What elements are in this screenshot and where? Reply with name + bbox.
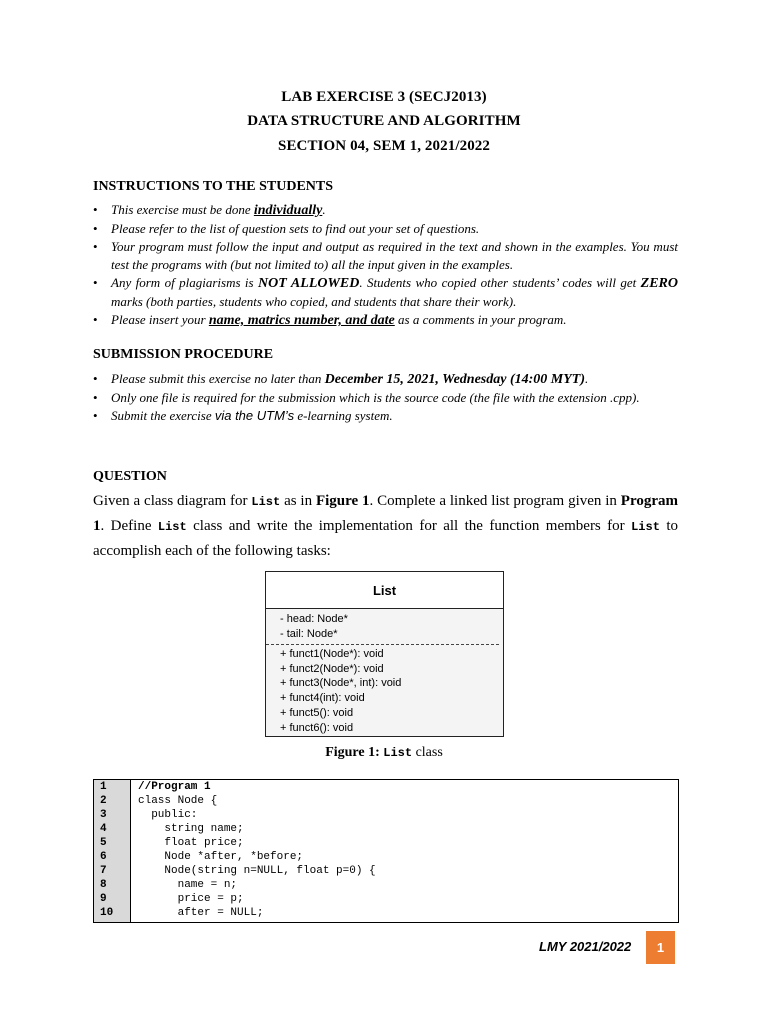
- code-line: Node *after, *before;: [138, 851, 304, 863]
- instruction-emphasis: name, matrics number, and date: [208, 313, 395, 328]
- code-line: //Program 1: [138, 781, 211, 793]
- footer-label: LMY 2021/2022: [539, 939, 632, 954]
- uml-class-diagram: [265, 571, 504, 737]
- submission-list: [93, 370, 678, 425]
- code-term-list: List: [157, 520, 187, 534]
- instruction-text: Please refer to the list of question sets to find out your set of questions.: [111, 221, 480, 236]
- code-line: class Node {: [138, 795, 218, 807]
- uml-method: + funct2(Node*): void: [280, 662, 384, 675]
- line-number: 9: [100, 893, 107, 905]
- line-number: 2: [100, 795, 107, 807]
- instruction-item: [93, 311, 678, 330]
- question-text: . Define: [100, 518, 158, 534]
- instruction-text: Please insert your: [111, 312, 209, 327]
- code-listing: [93, 779, 679, 923]
- question-text: . Complete a linked list program given in: [369, 493, 621, 509]
- code-line: public:: [138, 809, 198, 821]
- uml-method: + funct6(): void: [280, 721, 354, 734]
- instruction-item: [93, 201, 678, 220]
- instruction-text: as a comments in your program.: [394, 312, 567, 327]
- caption-label: Figure 1:: [325, 745, 384, 760]
- line-number: 6: [100, 851, 107, 863]
- page-number-badge: 1: [646, 931, 675, 964]
- line-number: 4: [100, 823, 107, 835]
- instruction-text: . Students who copied other students’ codes will get: [359, 275, 641, 290]
- line-number: 10: [100, 907, 114, 919]
- line-number: 1: [100, 781, 107, 793]
- instruction-text: Your program must follow the input and output as required in the text and shown in the examples. You must test the programs with (but not limited to) all the input given in the examples.: [111, 239, 678, 272]
- submission-item: [93, 407, 678, 425]
- line-number: 5: [100, 837, 107, 849]
- submission-text: Submit the exercise: [111, 408, 215, 423]
- instruction-text: marks (both parties, students who copied, and students that share their work).: [111, 294, 517, 309]
- submission-text: Please submit this exercise no later than: [111, 371, 325, 386]
- instructions-heading: INSTRUCTIONS TO THE STUDENTS: [93, 179, 334, 194]
- instruction-text: .: [322, 202, 326, 217]
- figure-reference: Figure 1: [315, 493, 370, 509]
- question-text: class and write the implementation for all the function members for: [186, 518, 632, 534]
- question-heading: QUESTION: [93, 469, 167, 484]
- instruction-text: This exercise must be done: [111, 202, 254, 217]
- uml-attribute: - tail: Node*: [280, 628, 338, 640]
- instruction-emphasis: individually: [253, 203, 323, 218]
- doc-title-line-1: LAB EXERCISE 3 (SECJ2013): [281, 89, 487, 105]
- instruction-text: Any form of plagiarisms is: [111, 275, 259, 290]
- instruction-item: [93, 238, 678, 274]
- line-number: 8: [100, 879, 107, 891]
- line-number-gutter: [94, 780, 131, 922]
- code-term-list: List: [251, 495, 281, 509]
- question-text: Given a class diagram for: [93, 493, 252, 509]
- submission-item: [93, 370, 678, 389]
- program-reference: Program 1: [93, 493, 678, 534]
- figure-caption: [0, 745, 768, 761]
- code-line: after = NULL;: [138, 907, 264, 919]
- instruction-emphasis: NOT ALLOWED: [258, 276, 360, 291]
- uml-method: + funct3(Node*, int): void: [280, 677, 402, 690]
- caption-code: List: [383, 746, 413, 760]
- instruction-item: [93, 220, 678, 238]
- question-paragraph: [93, 489, 678, 563]
- code-line: price = p;: [138, 893, 244, 905]
- submission-text: Only one file is required for the submission which is the source code (the file with the extension .cpp).: [111, 390, 640, 405]
- line-number: 7: [100, 865, 107, 877]
- submission-text: .: [585, 371, 589, 386]
- uml-method: + funct5(): void: [280, 706, 354, 719]
- instructions-list: [93, 201, 678, 330]
- deadline-text: December 15, 2021, Wednesday (14:00 MYT): [324, 372, 585, 387]
- question-text: as in: [280, 493, 316, 509]
- submission-text: e-learning system.: [294, 408, 393, 423]
- uml-attributes: [266, 609, 499, 645]
- uml-method: + funct4(int): void: [280, 692, 365, 705]
- caption-suffix: class: [412, 745, 443, 760]
- instruction-item: [93, 274, 678, 311]
- question-text: to accomplish each of the following tasks:: [93, 518, 679, 559]
- doc-title-line-2: DATA STRUCTURE AND ALGORITHM: [247, 113, 521, 129]
- code-line: name = n;: [138, 879, 238, 891]
- instruction-emphasis: ZERO: [640, 276, 678, 291]
- code-body: [131, 780, 678, 922]
- submission-heading: SUBMISSION PROCEDURE: [93, 347, 274, 362]
- line-number: 3: [100, 809, 107, 821]
- code-line: Node(string n=NULL, float p=0) {: [138, 865, 376, 877]
- code-line: string name;: [138, 823, 244, 835]
- code-line: float price;: [138, 837, 244, 849]
- doc-title-line-3: SECTION 04, SEM 1, 2021/2022: [278, 138, 490, 154]
- uml-class-name: List: [266, 572, 503, 609]
- uml-methods: [266, 645, 503, 735]
- uml-method: + funct1(Node*): void: [280, 648, 384, 660]
- uml-attribute: - head: Node*: [280, 613, 348, 625]
- code-term-list: List: [631, 520, 660, 534]
- submission-item: [93, 389, 678, 407]
- submission-text: via the UTM’s: [214, 408, 295, 423]
